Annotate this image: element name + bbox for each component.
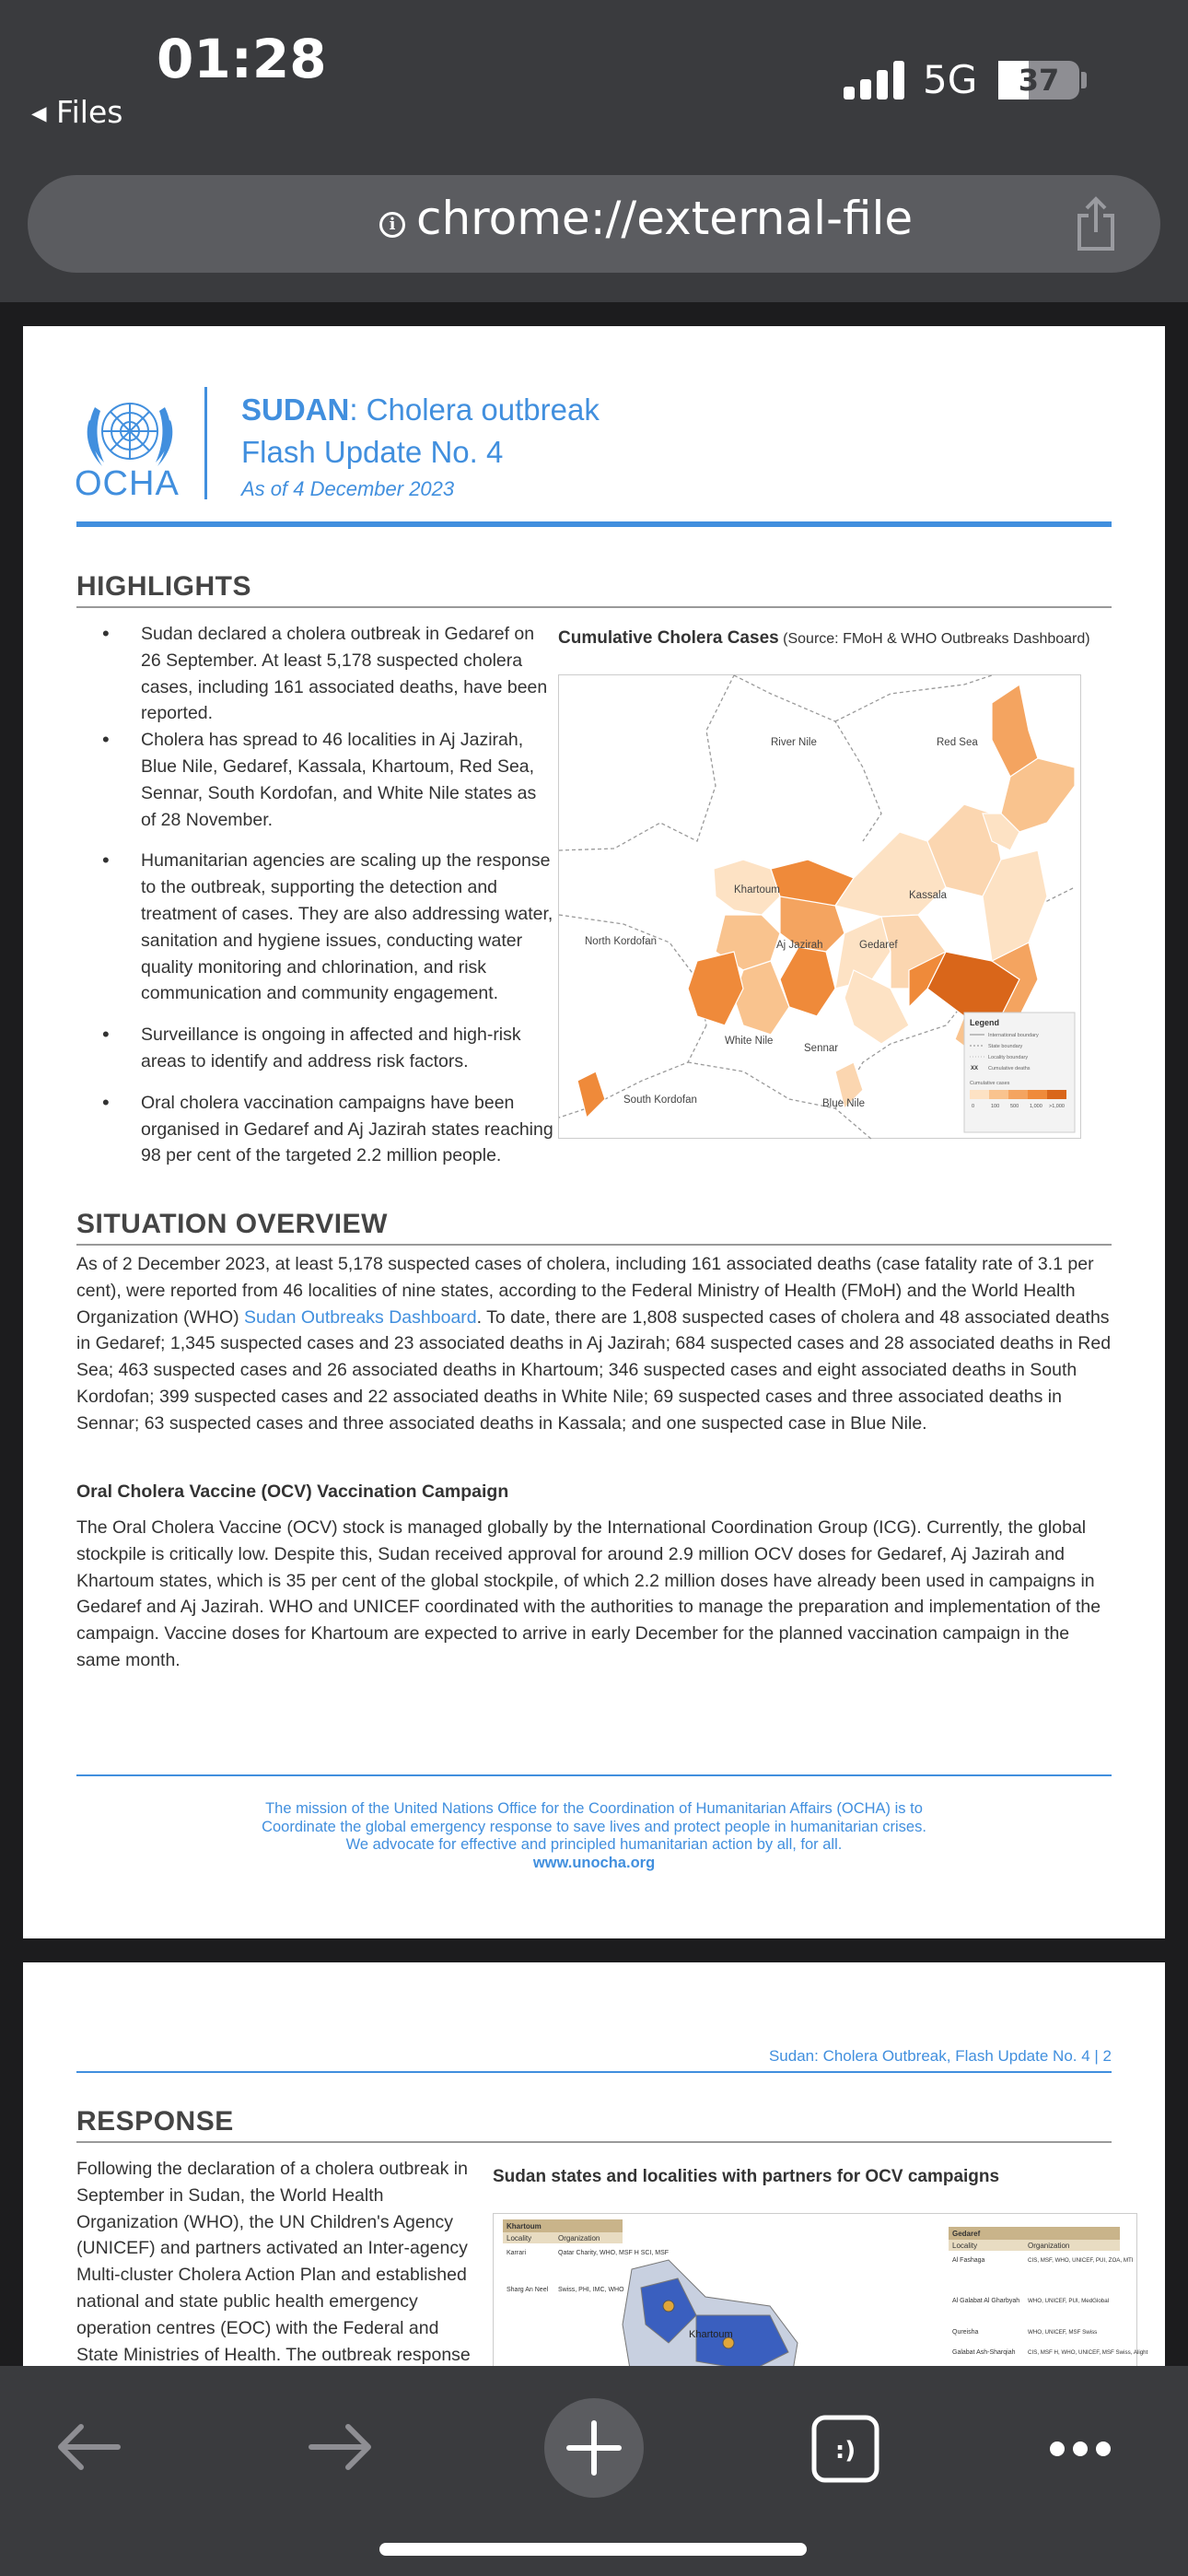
table-header: Organization (1028, 2242, 1070, 2250)
share-icon[interactable] (1068, 195, 1124, 252)
map-label-white-nile: White Nile (725, 1036, 774, 1047)
table-cell: CIS, MSF, WHO, UNICEF, PUI, ZOA, MTI (1028, 2257, 1134, 2264)
forward-arrow-icon[interactable] (306, 2419, 376, 2475)
legend-title: Legend (970, 1018, 1000, 1027)
highlight-item: • Cholera has spread to 46 localities in Aj Jazirah, Blue Nile, Gedaref, Kassala, Khartoum, Red Sea, Sennar, South Kordofan, and White Nile states as of 28 November. (76, 727, 555, 833)
ocha-wordmark: OCHA (75, 464, 180, 503)
running-head: Sudan: Cholera Outbreak, Flash Update No. 4 | 2 (768, 2047, 1112, 2065)
map-legend (964, 1013, 1075, 1132)
cholera-map-svg (559, 675, 1082, 1140)
footer-line: The mission of the United Nations Office for the Coordination of Humanitarian Affairs (OCHA) is to (265, 1800, 923, 1817)
header-rule (76, 521, 1112, 527)
legend-scale-label: >1,000 (1049, 1104, 1065, 1109)
legend-swatch (1028, 1090, 1047, 1099)
legend-scale-label: 500 (1010, 1104, 1019, 1109)
khartoum-table-title: Khartoum (507, 2222, 542, 2231)
response-paragraph: Following the declaration of a cholera outbreak in September in Sudan, the World Health Organization (WHO), the UN Children's Agency (UNICEF) and partners activated an Inter-agency Multi-cluster Cholera Action Plan and established national and state public health emergency operation centres (EOC) with the Federal and State Ministries of Health. The outbreak response (76, 2159, 471, 2365)
table-header: Locality (952, 2242, 978, 2250)
back-to-files-button[interactable]: ◂ Files (31, 94, 123, 130)
table-cell: Qureisha (952, 2329, 979, 2336)
footer-line: We advocate for effective and principled humanitarian action by all, for all. (345, 1836, 843, 1853)
map-label-red-sea: Red Sea (937, 737, 978, 748)
map-label-kassala: Kassala (909, 890, 947, 901)
table-cell: Qatar Charity, WHO, MSF H SCI, MSF (558, 2250, 670, 2256)
footer-mission (76, 1800, 1112, 1872)
highlights-rule (76, 606, 1112, 608)
running-head-rule (76, 2071, 1112, 2073)
network-type: 5G (923, 57, 978, 102)
map-label-north-kordofan: North Kordofan (585, 936, 657, 947)
document-subtitle: Flash Update No. 4 (241, 435, 504, 469)
map-caption (558, 628, 1090, 649)
bottom-toolbar (0, 2366, 1188, 2576)
ocv-paragraph: The Oral Cholera Vaccine (OCV) stock is managed globally by the International Coordination Group (ICG). Currently, the global stockpile is critically low. Despite this, Sudan received approval for around 2.9 million OCV doses for Gedaref, Aj Jazirah and Khartoum states, which is 35 per cent of the global stockpile, of which 2.2 million doses have already been used in campaigns in Gedaref and Aj Jazirah. WHO and UNICEF coordinated with the authorities to manage the preparation and implementation of the campaign. Vaccine doses for Khartoum are expected to arrive in early December for the planned vaccination campaign in the same month. (76, 1517, 1101, 1670)
ocv-map-city: Khartoum (689, 2329, 733, 2340)
highlight-item: • Sudan declared a cholera outbreak in Gedaref on 26 September. At least 5,178 suspected cholera cases, including 161 associated deaths, have been reported. (76, 621, 555, 727)
situation-rule (76, 1244, 1112, 1246)
highlights-list (76, 621, 555, 1169)
table-header: Organization (558, 2234, 600, 2242)
highlights-heading: HIGHLIGHTS (76, 571, 251, 602)
legend-swatch (1008, 1090, 1028, 1099)
url-text[interactable]: chrome://external-file (416, 192, 914, 245)
legend-cases: Cumulative cases (970, 1081, 1010, 1086)
gedaref-table-title: Gedaref (952, 2230, 981, 2238)
footer-line: Coordinate the global emergency response to save lives and protect people in humanitarian crises. (262, 1818, 926, 1835)
table-cell: WHO, UNICEF, PUI, MedGlobal (1028, 2298, 1110, 2304)
legend-swatch (1047, 1090, 1066, 1099)
highlight-item: • Surveillance is ongoing in affected and high-risk areas to identify and address risk factors. (76, 1022, 555, 1075)
table-cell: WHO, UNICEF, MSF Swiss (1028, 2329, 1098, 2336)
footer-url[interactable]: www.unocha.org (532, 1854, 656, 1871)
table-header: Locality (507, 2234, 532, 2242)
map-label-river-nile: River Nile (771, 737, 817, 748)
battery-icon (998, 61, 1079, 100)
table-cell: Galabat Ash-Sharqiah (952, 2349, 1016, 2356)
highlight-item: • Humanitarian agencies are scaling up the response to the outbreak, supporting the detection and treatment of cases. They are also addressing water, sanitation and hygiene issues, conducting water quality monitoring and chlorination, and risk communication and community engagement. (76, 848, 555, 1007)
situation-heading: SITUATION OVERVIEW (76, 1209, 388, 1239)
document-page-1 (23, 326, 1165, 1938)
back-arrow-icon[interactable] (53, 2419, 123, 2475)
more-menu-icon[interactable] (1048, 2438, 1112, 2460)
title-country: SUDAN (241, 392, 350, 427)
map-label-gedaref: Gedaref (859, 940, 898, 951)
map-caption-title: Cumulative Cholera Cases (558, 628, 779, 648)
legend-swatch (989, 1090, 1008, 1099)
map-label-khartoum: Khartoum (734, 884, 780, 896)
table-cell: CIS, MSF H, WHO, UNICEF, MSF Swiss, Alight (1028, 2349, 1148, 2356)
legend-scale-label: 1,000 (1030, 1104, 1042, 1109)
legend-scale-label: 100 (991, 1104, 1000, 1109)
footer-rule (76, 1774, 1112, 1776)
ocv-heading: Oral Cholera Vaccine (OCV) Vaccination Campaign (76, 1481, 509, 1502)
table-cell: Swiss, PHI, IMC, WHO (558, 2287, 624, 2293)
outbreaks-dashboard-link[interactable]: Sudan Outbreaks Dashboard (244, 1306, 477, 1328)
battery-percent: 37 (1018, 63, 1060, 98)
map-label-south-kordofan: South Kordofan (623, 1095, 697, 1106)
ocv-map-caption: Sudan states and localities with partners for OCV campaigns (493, 2167, 1000, 2186)
legend-locality: Locality boundary (988, 1055, 1029, 1060)
cholera-cases-map (558, 674, 1081, 1139)
response-heading: RESPONSE (76, 2106, 234, 2137)
new-tab-plus-icon[interactable] (543, 2397, 645, 2499)
svg-text::): :) (834, 2437, 856, 2465)
pdf-viewer[interactable] (0, 302, 1188, 2366)
gedaref-partners-table (949, 2227, 1148, 2356)
cellular-signal-icon (844, 59, 904, 100)
table-cell: Al Galabat Al Gharbyah (952, 2298, 1020, 2304)
title-subject: : Cholera outbreak (349, 392, 600, 427)
legend-state: State boundary (988, 1044, 1023, 1049)
legend-scale-label: 0 (972, 1104, 975, 1109)
document-page-2 (23, 1962, 1165, 2423)
tab-switcher-icon[interactable] (810, 2414, 880, 2484)
address-bar[interactable] (28, 175, 1160, 273)
info-icon[interactable]: i (379, 212, 405, 238)
as-of-date: As of 4 December 2023 (241, 477, 455, 500)
table-cell: Al Fashaga (952, 2257, 985, 2264)
map-label-blue-nile: Blue Nile (822, 1098, 866, 1109)
legend-swatch (970, 1090, 989, 1099)
legend-deaths: Cumulative deaths (988, 1066, 1031, 1071)
map-caption-source: (Source: FMoH & WHO Outbreaks Dashboard) (778, 631, 1090, 647)
map-label-sennar: Sennar (804, 1043, 839, 1054)
legend-deaths-marker: XX (971, 1066, 979, 1071)
response-rule (76, 2141, 1112, 2143)
header-divider (204, 387, 207, 499)
map-label-aj-jazirah: Aj Jazirah (776, 940, 823, 951)
status-time: 01:28 (157, 28, 327, 90)
battery-tip (1081, 72, 1087, 88)
legend-international: International boundary (988, 1033, 1039, 1038)
browser-chrome (0, 0, 1188, 302)
table-cell: Karrari (507, 2250, 527, 2256)
situation-text-cont: . To date, there are 1,808 suspected cases of cholera and 48 associated deaths in Gedaref; 1,345 suspected cases and 23 associated deaths in Aj Jazirah; 684 suspected cases and 28 associated deaths in Red Sea; 463 suspected cases and 26 associated deaths in Khartoum; 346 suspected cases and eight associated deaths in South Kordofan; 399 suspected cases and 22 associated deaths in White Nile; 69 suspected cases and three associated deaths in Sennar; 63 suspected cases and three associated deaths in Kassala; and one suspected case in Blue Nile. (76, 1306, 1112, 1434)
document-title (241, 392, 600, 427)
home-indicator[interactable] (379, 2543, 807, 2556)
situation-text: As of 2 December 2023, at least 5,178 suspected cases of cholera, including 161 associated deaths (case fatality rate of 3.1 per cent), were reported from 46 localities of nine states, according to the Federal Ministry of Health (FMoH) and the World Health Organization (WHO) (76, 1254, 1094, 1328)
situation-paragraph (76, 1251, 1112, 1437)
highlight-item: • Oral cholera vaccination campaigns have been organised in Gedaref and Aj Jazirah states reaching 98 per cent of the targeted 2.2 million people. (76, 1090, 555, 1169)
table-cell: Sharg An Neel (507, 2287, 549, 2293)
